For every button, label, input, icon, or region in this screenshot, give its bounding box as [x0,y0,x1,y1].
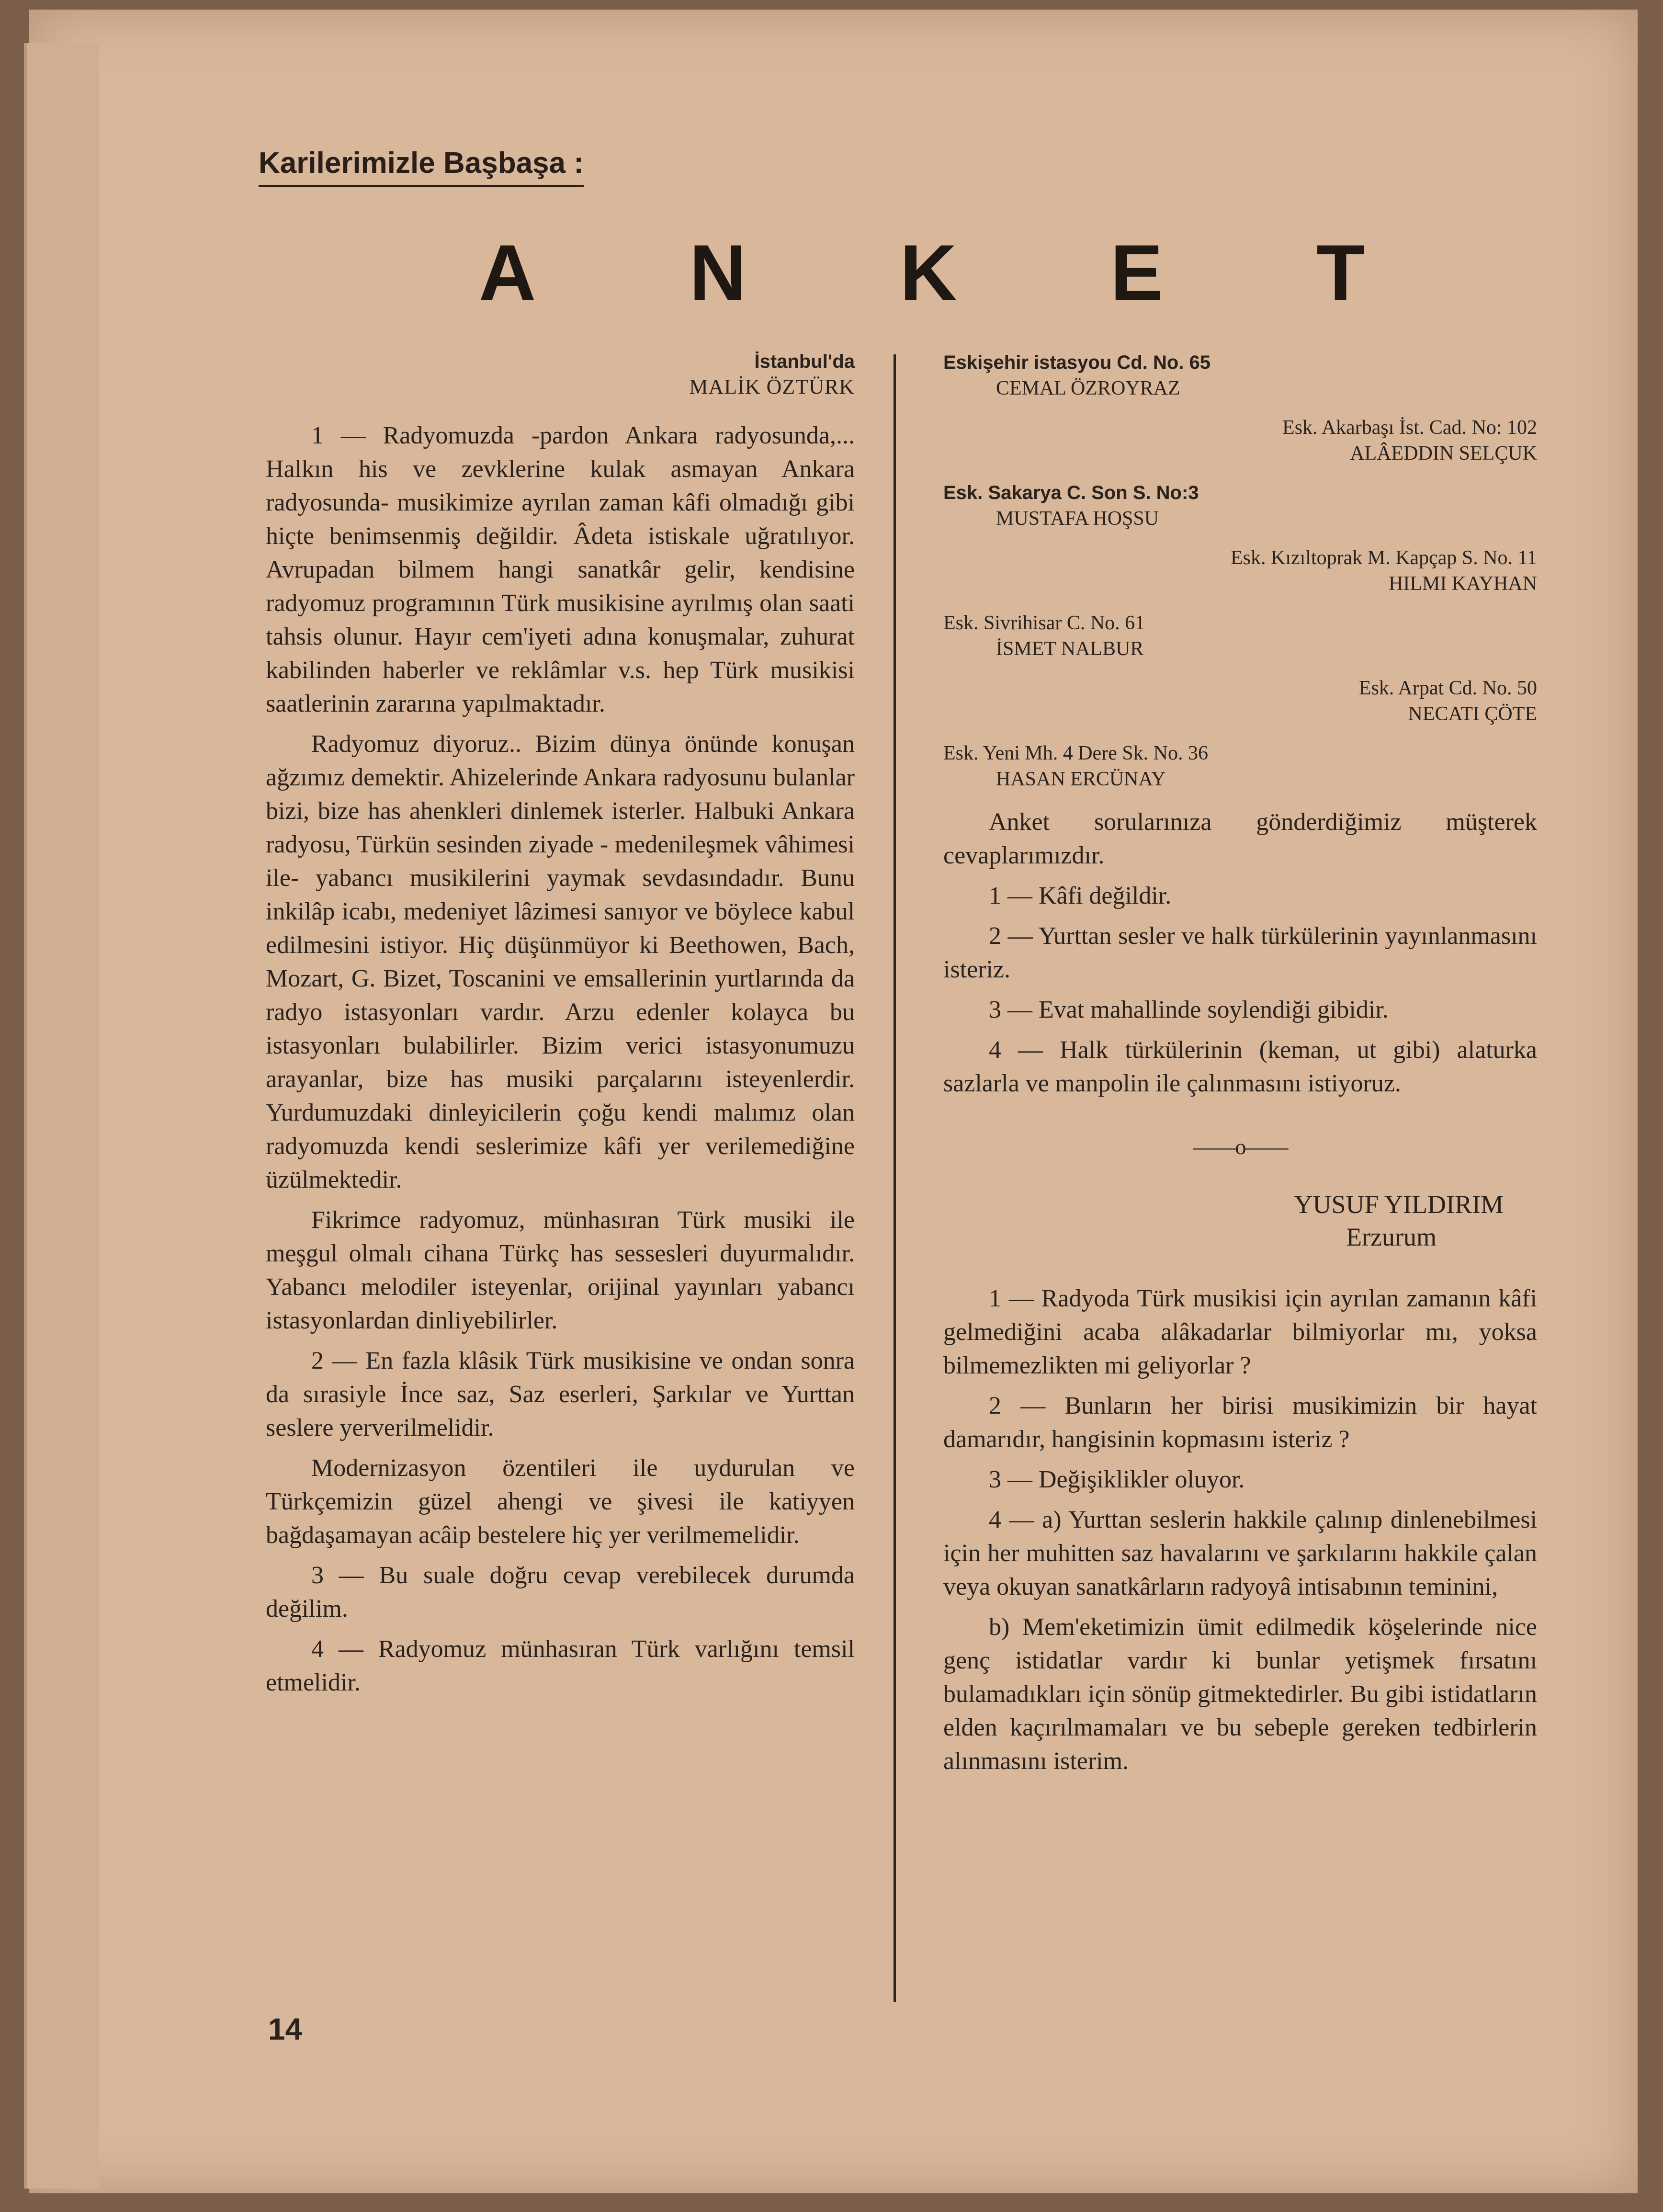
author-city: Erzurum [1346,1223,1437,1251]
address-name: MUSTAFA HOŞSU [996,508,1159,530]
paragraph: 2 — Bunların her birisi musikimizin bir hayat damarıdır, hangisinin kopmasını isteriz ? [943,1392,1537,1453]
address-line: Esk. Yeni Mh. 4 Dere Sk. No. 36 [943,742,1209,764]
section-header: Karilerimizle Başbaşa : [259,146,584,187]
paragraph: 2 — Yurttan sesler ve halk türkülerinin yayınlanmasını isteriz. [943,922,1537,983]
paragraph: 4 — Halk türkülerinin (keman, ut gibi) alaturka sazlarla ve manpolin ile çalınmasını istiyoruz. [943,1036,1537,1097]
paragraph: 1 — Radyomuzda -pardon Ankara radyosunda,... Halkın his ve zevklerine kulak asmayan Ankara radyosunda- musikimize ayrılan zaman kâfi olmadığı gibi hiçte benimsenmiş değildir. Âdeta istiskale uğratılıyor. Avrupadan bilmem hangi sanatkâr gelir, kendisine radyomuz programının Türk musikisine ayrılmış olan saati tahsis olunur. Hayır cem'iyeti adına konuşmalar, zuhurat kabilinden haberler ve reklâmlar v.s. hep Türk musikisi saatlerinin zararına yapılmaktadır. [266,422,855,717]
column-divider [894,354,896,2002]
address-entry [943,740,1537,792]
address-entry [943,350,1537,401]
address-line: Esk. Sakarya C. Son S. No:3 [943,482,1199,503]
title-letter: K [900,228,957,317]
address-entry [943,675,1537,727]
address-line: Eskişehir istasyou Cd. No. 65 [943,352,1210,373]
left-column [266,350,855,1706]
paragraph: 3 — Evat mahallinde soylendiği gibidir. [989,996,1389,1023]
paragraph: 4 — Radyomuz münhasıran Türk varlığını temsil etmelidir. [266,1635,855,1696]
address-entry [943,480,1537,532]
title-letter: E [1110,228,1163,317]
address-entry [943,610,1537,662]
paragraph: Anket sorularınıza gönderdiğimiz müşterek cevaplarımızdır. [943,808,1537,869]
address-line: Esk. Akarbaşı İst. Cad. No: 102 [1282,417,1537,439]
title-letter: T [1316,228,1365,317]
author-location: İstanbul'da [754,351,855,372]
right-column [943,350,1537,1785]
address-name: NECATI ÇÖTE [1408,703,1537,725]
title-letter: A [479,228,536,317]
address-name: HASAN ERCÜNAY [996,768,1166,790]
paragraph: 3 — Bu suale doğru cevap verebilecek durumda değilim. [266,1562,855,1622]
address-line: Esk. Arpat Cd. No. 50 [1358,677,1537,699]
page-stack-edge [24,43,99,2189]
paragraph: 1 — Radyoda Türk musikisi için ayrılan zamanın kâfi gelmediğini acaba alâkadarlar bilmiyorlar mı, yoksa bilmemezlikten mi geliyorlar ? [943,1285,1537,1379]
paragraph: Radyomuz diyoruz.. Bizim dünya önünde konuşan ağzımız demektir. Ahizelerinde Ankara radyosunu bulanlar bizi, bize has ahenkleri dinlemek isterler. Halbuki Ankara radyosu, Türkün sesinden ziyade - medenileşmek vâhimesi ile- yabancı musikilerini yaymak sevdasındadır. Bunu inkilâp icabı, medeniyet lâzimesi sanıyor ve böylece kabul edilmesini istiyor. Hiç düşünmüyor ki Beethowen, Bach, Mozart, G. Bizet, Toscanini ve emsallerinin yurtlarında da radyo istasyonları vardır. Arzu edenler kolayca bu istasyonları bulabilirler. Bizim verici istasyonumuzu arayanlar, bize has musiki parçalarını isteyenlerdir. Yurdumuzdaki dinleyicilerin çoğu kendi malımız olan radyomuzda kendi seslerimize kâfi yer verilemediğine üzülmektedir. [266,730,855,1193]
paragraph: Fikrimce radyomuz, münhasıran Türk musiki ile meşgul olmalı cihana Türkç has sessesleri duyurmalıdır. Yabancı melodiler isteyenlar, orijinal yayınları yabancı istasyonlardan dinliyebilirler. [266,1206,855,1334]
paragraph: 1 — Kâfi değildir. [989,882,1172,909]
address-entry [943,415,1537,466]
address-name: ALÂEDDIN SELÇUK [1350,442,1537,465]
right-author [943,1188,1504,1253]
address-name: HILMI KAYHAN [1389,573,1537,595]
paragraph: 4 — a) Yurttan seslerin hakkile çalınıp dinlenebilmesi için her muhitten saz havalarını ve şarkılarını hakkile çalan veya okuyan sanatkârların radyoyâ intisabının teminini, [943,1506,1537,1600]
address-line: Esk. Kızıltoprak M. Kapçap S. No. 11 [1230,547,1537,569]
left-author [266,350,855,400]
address-name: İSMET NALBUR [996,638,1144,660]
paragraph: 3 — Değişiklikler oluyor. [989,1466,1245,1493]
address-line: Esk. Sivrihisar C. No. 61 [943,612,1145,634]
paragraph: 2 — En fazla klâsik Türk musikisine ve ondan sonra da sırasiyle İnce saz, Saz eserleri, Şarkılar ve Yurttan seslere yerverilmelidir. [266,1347,855,1441]
section-separator: ——o—— [1193,1134,1288,1159]
author-name: YUSUF YILDIRIM [1294,1190,1504,1219]
paragraph: b) Mem'eketimizin ümit edilmedik köşelerinde nice genç istidatlar vardır ki bunlar yetişmek fırsatını bulamadıkları için sönüp gitmektedirler. Bu gibi istidatların elden kaçırılmamaları ve bu sebeple gereken tedbirlerin alınmasını isterim. [943,1613,1537,1775]
address-name: CEMAL ÖZROYRAZ [996,377,1180,399]
page-title [479,227,1365,318]
page-number: 14 [268,2012,303,2046]
address-entry [943,545,1537,597]
title-letter: N [689,228,747,317]
paragraph: Modernizasyon özentileri ile uydurulan ve Türkçemizin güzel ahengi ve şivesi ile katiyyen bağdaşamayan acâip bestelere hiç yer verilmemelidir. [266,1454,855,1549]
author-name: MALİK ÖZTÜRK [689,375,855,398]
